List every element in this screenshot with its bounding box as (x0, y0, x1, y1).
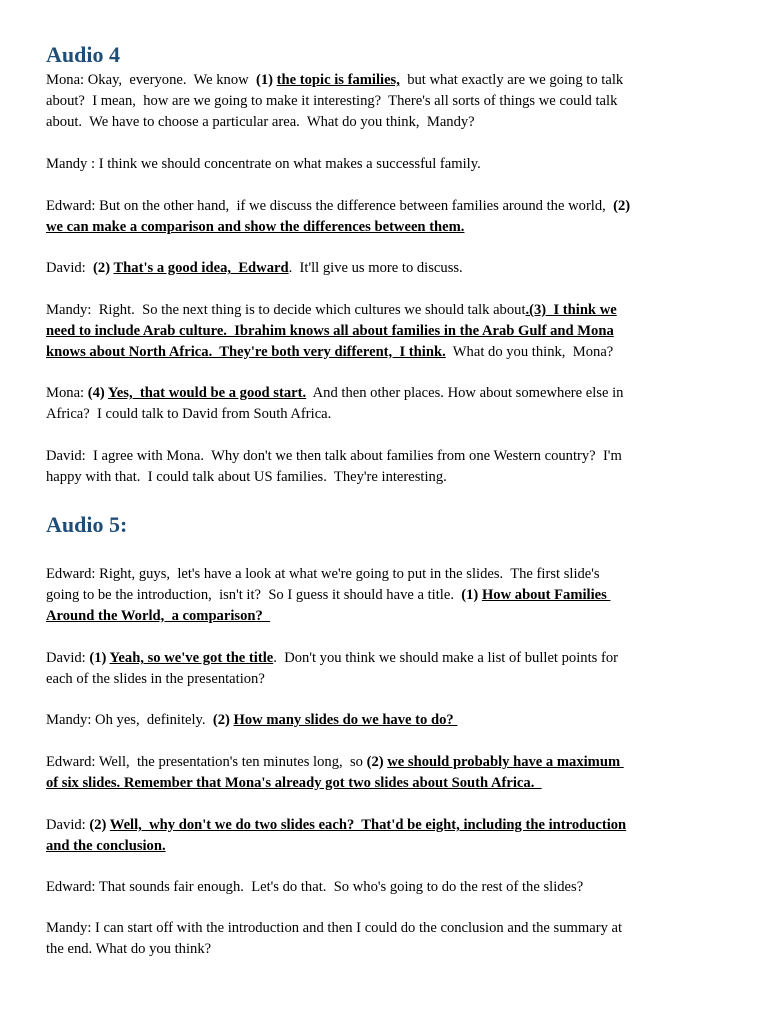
text-line (46, 939, 736, 960)
dialogue-text: Mona: Okay, everyone. We know (46, 72, 256, 88)
audio-4-para-7 (46, 446, 736, 488)
answer-number: (2) (613, 198, 631, 214)
dialogue-text: David: (46, 817, 90, 833)
text-line (46, 70, 736, 91)
audio-5-para-2 (46, 648, 736, 690)
answer-number: (2) (212, 712, 234, 728)
text-line (46, 918, 736, 939)
audio-5-para-6 (46, 877, 736, 898)
audio-5-para-5 (46, 815, 736, 857)
text-line (46, 752, 736, 773)
text-line (46, 815, 736, 836)
text-line (46, 648, 736, 669)
answer-text: the topic is families, (276, 72, 400, 88)
text-line (46, 467, 736, 488)
text-line (46, 383, 736, 404)
text-line (46, 669, 736, 690)
answer-text: we should probably have a maximum (387, 754, 624, 770)
dialogue-text: Mandy : I think we should concentrate on what makes a successful family. (46, 156, 481, 172)
answer-text: How many slides do we have to do? (233, 712, 458, 728)
dialogue-text: about. We have to choose a particular area. What do you think, Mandy? (46, 113, 475, 130)
text-line (46, 404, 736, 425)
audio-4-para-5 (46, 300, 736, 362)
answer-number: (1) (461, 586, 482, 603)
answer-text: Yeah, so we've got the title (109, 650, 274, 666)
audio-4-para-3 (46, 196, 736, 238)
text-line (46, 836, 736, 857)
text-line (46, 258, 736, 279)
answer-text: knows about North Africa. They're both very different, I think. (46, 343, 446, 360)
dialogue-text: Africa? I could talk to David from South Africa. (46, 405, 332, 422)
dialogue-text: Edward: But on the other hand, if we discuss the difference between families around the world, (46, 198, 614, 214)
answer-text: Well, why don't we do two slides each? That'd be eight, including the introduction (109, 817, 627, 833)
dialogue-text: Mandy: Right. So the next thing is to decide which cultures we should talk about (46, 302, 526, 318)
dialogue-text: Mandy: Oh yes, definitely. (46, 712, 213, 728)
text-line (46, 585, 736, 606)
answer-number: (4) (87, 385, 108, 401)
answer-text: of six slides. Remember that Mona's already got two slides about South Africa. (46, 774, 542, 791)
audio-5-para-4 (46, 752, 736, 794)
answer-number: (2) (89, 817, 110, 833)
answer-number: (1) (255, 72, 277, 88)
answer-text: we can make a comparison and show the differences between them. (46, 218, 465, 235)
dialogue-text: about? I mean, how are we going to make it interesting? There's all sorts of things we could talk (46, 92, 618, 109)
answer-text: and the conclusion. (46, 837, 166, 854)
audio-5-heading: Audio 5: (46, 512, 128, 537)
dialogue-text: Mona: (46, 385, 88, 401)
answer-number: (1) (89, 650, 110, 666)
text-line (46, 321, 736, 342)
dialogue-text: David: (46, 260, 94, 276)
text-line (46, 773, 736, 794)
dialogue-text: going to be the introduction, isn't it? So I guess it should have a title. (46, 586, 462, 603)
audio-4-heading: Audio 4 (46, 42, 120, 67)
dialogue-text: . It'll give us more to discuss. (288, 260, 463, 276)
answer-text: need to include Arab culture. Ibrahim knows all about families in the Arab Gulf and Mona (46, 322, 614, 339)
answer-number: (2) (93, 260, 114, 276)
dialogue-text: Edward: That sounds fair enough. Let's do that. So who's going to do the rest of the slides? (46, 879, 584, 895)
text-line (46, 91, 736, 112)
dialogue-text: the end. What do you think? (46, 940, 212, 957)
answer-text: .(3) I think we (525, 302, 617, 318)
answer-text: Around the World, a comparison? (46, 607, 271, 624)
text-line (46, 217, 736, 238)
dialogue-text: Mandy: I can start off with the introduction and then I could do the conclusion and the summary at (46, 920, 623, 936)
dialogue-text: Edward: Well, the presentation's ten minutes long, so (46, 754, 367, 770)
text-line (46, 154, 736, 175)
audio-5-para-3 (46, 710, 736, 731)
text-line (46, 877, 736, 898)
dialogue-text: Edward: Right, guys, let's have a look at what we're going to put in the slides. The first slide's (46, 566, 600, 582)
audio-4-para-1 (46, 70, 736, 132)
audio-4-para-2 (46, 154, 736, 175)
audio-4-para-4 (46, 258, 736, 279)
dialogue-text: happy with that. I could talk about US families. They're interesting. (46, 468, 447, 485)
answer-text: How about Families (481, 586, 611, 603)
dialogue-text: What do you think, Mona? (445, 343, 614, 360)
text-line (46, 342, 736, 363)
audio-5-para-1 (46, 564, 736, 626)
text-line (46, 446, 736, 467)
dialogue-text: David: I agree with Mona. Why don't we then talk about families from one Western country? I'm (46, 448, 622, 464)
text-line (46, 112, 736, 133)
text-line (46, 300, 736, 321)
answer-text: That's a good idea, Edward (113, 260, 289, 276)
answer-text: Yes, that would be a good start. (107, 385, 307, 401)
audio-5-para-7 (46, 918, 736, 960)
dialogue-text: . Don't you think we should make a list of bullet points for (273, 650, 618, 666)
answer-number: (2) (366, 754, 388, 770)
dialogue-text: each of the slides in the presentation? (46, 670, 265, 687)
dialogue-text: but what exactly are we going to talk (399, 72, 624, 88)
text-line (46, 564, 736, 585)
audio-4-para-6 (46, 383, 736, 425)
text-line (46, 710, 736, 731)
text-line (46, 606, 736, 627)
text-line (46, 196, 736, 217)
dialogue-text: David: (46, 650, 90, 666)
dialogue-text: And then other places. How about somewhere else in (306, 385, 624, 401)
